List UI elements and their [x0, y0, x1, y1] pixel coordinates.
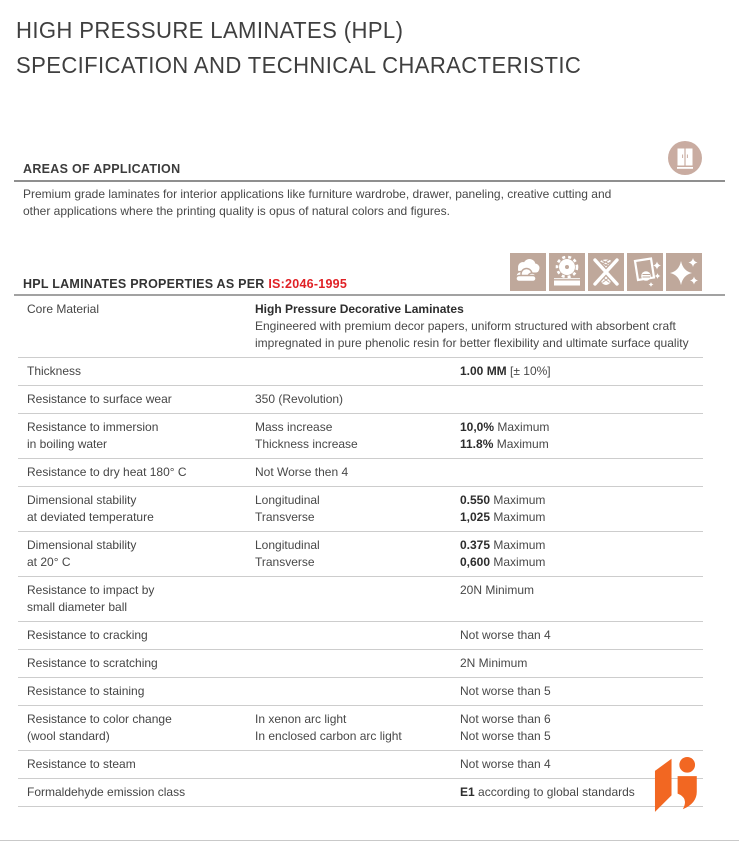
- cell-line: Resistance to dry heat 180° C: [27, 465, 187, 479]
- row-value: [460, 627, 703, 644]
- table-row: [18, 296, 703, 358]
- cell-line: 1.00 MM [± 10%]: [460, 364, 551, 378]
- cell-line: Not Worse then 4: [255, 465, 349, 479]
- cell-line: Thickness: [27, 364, 82, 378]
- table-row: [18, 706, 703, 751]
- row-label: [18, 784, 255, 801]
- standard-reference: IS:2046-1995: [268, 277, 348, 291]
- cell-line: Resistance to steam: [27, 757, 136, 771]
- cell-line: Resistance to cracking: [27, 628, 148, 642]
- row-value: [460, 582, 703, 599]
- cell-line: Dimensional stability: [27, 493, 137, 507]
- cell-line: 20N Minimum: [460, 583, 535, 597]
- clouds-icon: [510, 253, 546, 291]
- row-condition: [255, 419, 460, 453]
- cell-line: 0.550 Maximum: [460, 493, 546, 507]
- cell-line: 0,600 Maximum: [460, 555, 546, 569]
- cell-line: 0.375 Maximum: [460, 538, 546, 552]
- row-condition: [255, 537, 460, 571]
- table-row: [18, 487, 703, 532]
- cell-line: Resistance to surface wear: [27, 392, 172, 406]
- cell-line: Resistance to color change: [27, 712, 172, 726]
- row-label: [18, 464, 255, 481]
- cell-line: In xenon arc light: [255, 712, 347, 726]
- brand-logo: [648, 752, 702, 816]
- row-condition: [255, 391, 479, 408]
- row-value: [460, 711, 703, 745]
- row-value: [460, 419, 703, 453]
- cell-line: 1,025 Maximum: [460, 510, 546, 524]
- cell-line: Not worse than 5: [460, 729, 551, 743]
- table-row: [18, 459, 703, 487]
- cell-line: Mass increase: [255, 420, 333, 434]
- cell-line: 2N Minimum: [460, 656, 528, 670]
- row-value: [460, 492, 703, 526]
- cell-line: Formaldehyde emission class: [27, 785, 186, 799]
- easy-clean-icon: [627, 253, 663, 291]
- row-label: [18, 627, 255, 644]
- row-label: [18, 756, 255, 773]
- row-value: [460, 683, 703, 700]
- cell-line: Not worse than 4: [460, 757, 551, 771]
- cell-line: (wool standard): [27, 729, 110, 743]
- table-row: [18, 414, 703, 459]
- properties-heading: [23, 277, 347, 291]
- cell-line: 10,0% Maximum: [460, 420, 550, 434]
- cell-line: In enclosed carbon arc light: [255, 729, 402, 743]
- cell-line: Not worse than 5: [460, 684, 551, 698]
- page-title-line1: HIGH PRESSURE LAMINATES (HPL): [16, 17, 404, 43]
- row-value: [460, 363, 703, 380]
- row-condition: [255, 711, 460, 745]
- row-label: [18, 655, 255, 672]
- cell-line: Resistance to scratching: [27, 656, 158, 670]
- cell-line: Resistance to staining: [27, 684, 145, 698]
- areas-text-line1: Premium grade laminates for interior applications like furniture wardrobe, drawer, paneling, creative cutting and: [23, 187, 612, 201]
- cell-line: at deviated temperature: [27, 510, 154, 524]
- cell-line: Not worse than 4: [460, 628, 551, 642]
- table-row: [18, 650, 703, 678]
- row-label: [18, 711, 255, 745]
- cell-line: Transverse: [255, 510, 315, 524]
- row-label: [18, 419, 255, 453]
- cell-line: in boiling water: [27, 437, 108, 451]
- cell-line: High Pressure Decorative Laminates: [255, 302, 464, 316]
- cell-line: Longitudinal: [255, 493, 320, 507]
- cell-line: small diameter ball: [27, 600, 128, 614]
- page-title: [16, 13, 581, 83]
- row-label: [18, 391, 255, 408]
- feature-icon-strip: [510, 253, 702, 291]
- table-row: [18, 779, 703, 807]
- areas-of-application-text: [23, 186, 611, 219]
- table-row: [18, 751, 703, 779]
- cell-line: 350 (Revolution): [255, 392, 344, 406]
- table-row: [18, 622, 703, 650]
- shine-icon: [666, 253, 702, 291]
- cell-line: at 20° C: [27, 555, 71, 569]
- cell-line: Transverse: [255, 555, 315, 569]
- cell-line: Thickness increase: [255, 437, 358, 451]
- table-row: [18, 532, 703, 577]
- circular-saw-icon: [549, 253, 585, 291]
- cell-line: Resistance to immersion: [27, 420, 159, 434]
- row-label: [18, 492, 255, 526]
- cell-line: Core Material: [27, 302, 100, 316]
- table-row: [18, 358, 703, 386]
- row-condition: [255, 492, 460, 526]
- row-label: [18, 582, 255, 616]
- properties-table: [18, 296, 703, 807]
- section-divider: [14, 180, 725, 182]
- cell-line: 11.8% Maximum: [460, 437, 549, 451]
- row-value: [460, 537, 703, 571]
- scratch-resistant-icon: [588, 253, 624, 291]
- table-row: [18, 386, 703, 414]
- cell-line: Resistance to impact by: [27, 583, 155, 597]
- row-value: [460, 655, 703, 672]
- cell-line: Not worse than 6: [460, 712, 551, 726]
- row-condition: [255, 301, 689, 352]
- row-condition: [255, 464, 479, 481]
- row-label: [18, 683, 255, 700]
- cell-line: E1 according to global standards: [460, 785, 635, 799]
- table-row: [18, 577, 703, 622]
- areas-of-application-heading: AREAS OF APPLICATION: [23, 162, 181, 176]
- wardrobe-icon: [668, 141, 702, 175]
- page-title-line2: SPECIFICATION AND TECHNICAL CHARACTERISTIC: [16, 52, 582, 78]
- row-label: [18, 363, 255, 380]
- cell-line: Engineered with premium decor papers, uniform structured with absorbent craft: [255, 319, 676, 333]
- cell-line: Dimensional stability: [27, 538, 137, 552]
- table-row: [18, 678, 703, 706]
- row-label: [18, 301, 255, 318]
- cell-line: impregnated in pure phenolic resin for better flexibility and ultimate surface quality: [255, 336, 689, 350]
- row-label: [18, 537, 255, 571]
- cell-line: Longitudinal: [255, 538, 320, 552]
- properties-heading-text: HPL LAMINATES PROPERTIES AS PER: [23, 277, 269, 291]
- areas-text-line2: other applications where the printing quality is opus of natural colors and figures.: [23, 203, 450, 218]
